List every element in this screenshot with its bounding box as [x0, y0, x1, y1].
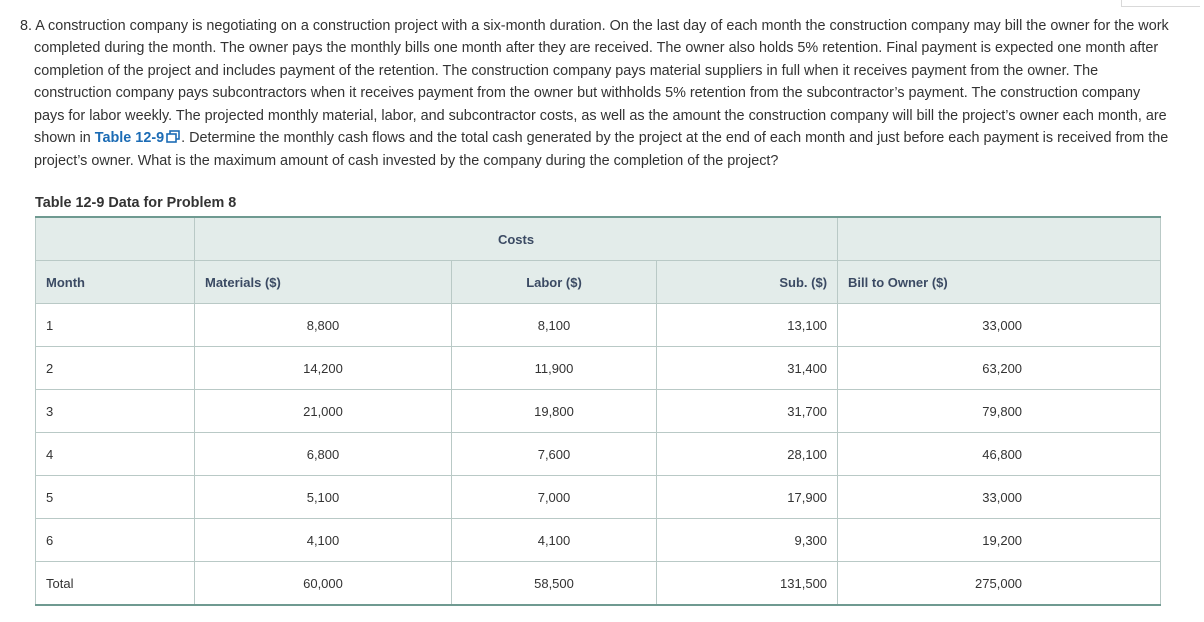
header-sub: Sub. ($) — [657, 261, 838, 304]
cell-sub: 28,100 — [657, 433, 838, 476]
cell-month-total: Total — [36, 562, 195, 606]
cell-materials: 6,800 — [195, 433, 452, 476]
cell-materials: 5,100 — [195, 476, 452, 519]
cell-bill: 79,800 — [838, 390, 1161, 433]
cell-bill: 33,000 — [838, 304, 1161, 347]
table-row — [36, 390, 1161, 433]
cell-materials: 21,000 — [195, 390, 452, 433]
header-month: Month — [36, 261, 195, 304]
header-materials: Materials ($) — [195, 261, 452, 304]
table-link-label: Table 12-9 — [94, 130, 165, 147]
cell-materials: 8,800 — [195, 304, 452, 347]
problem-text-after: . Determine the monthly cash flows and the total cash generated by the project at the end of each month and just before each payment is received from the project’s owner. What is the maximum amount of cash invested by the company during the completion of the project? — [34, 130, 1169, 170]
cell-labor: 11,900 — [452, 347, 657, 390]
cell-sub: 17,900 — [657, 476, 838, 519]
cell-sub-total: 131,500 — [657, 562, 838, 606]
cell-month: 5 — [36, 476, 195, 519]
cell-sub: 9,300 — [657, 519, 838, 562]
header-labor: Labor ($) — [452, 261, 657, 304]
corner-divider — [1121, 0, 1200, 7]
external-window-icon — [166, 128, 180, 150]
cell-materials-total: 60,000 — [195, 562, 452, 606]
empty-header-cell — [36, 217, 195, 261]
cell-labor-total: 58,500 — [452, 562, 657, 606]
cell-month: 2 — [36, 347, 195, 390]
cell-month: 1 — [36, 304, 195, 347]
cell-sub: 31,400 — [657, 347, 838, 390]
problem-text-before: A construction company is negotiating on a construction project with a six-month duration. On the last day of each month the construction company may bill the owner for the work completed during the month. The owner pays the monthly bills one month after they are received. The owner also holds 5% retention. Final payment is expected one month after completion of the project and includes payment of the retention. The construction company pays material suppliers in full when it receives payment from the owner. The construction company pays subcontractors when it receives payment from the owner but withholds 5% retention from the subcontractor’s payment. The construction company pays for labor weekly. The projected monthly material, labor, and subcontractor costs, as well as the amount the construction company will bill the project’s owner each month, are shown in — [34, 18, 1169, 147]
problem-statement — [20, 15, 1170, 173]
cell-month: 3 — [36, 390, 195, 433]
cell-bill: 63,200 — [838, 347, 1161, 390]
cell-labor: 7,600 — [452, 433, 657, 476]
table-row — [36, 519, 1161, 562]
cell-bill: 33,000 — [838, 476, 1161, 519]
table-row — [36, 476, 1161, 519]
table-row — [36, 347, 1161, 390]
data-table — [35, 216, 1161, 606]
cell-sub: 31,700 — [657, 390, 838, 433]
table-row — [36, 433, 1161, 476]
table-12-9-link[interactable] — [95, 130, 181, 146]
table-total-row — [36, 562, 1161, 606]
cell-month: 4 — [36, 433, 195, 476]
cell-labor: 4,100 — [452, 519, 657, 562]
cell-labor: 19,800 — [452, 390, 657, 433]
cell-labor: 7,000 — [452, 476, 657, 519]
header-bill: Bill to Owner ($) — [838, 261, 1161, 304]
cell-bill-total: 275,000 — [838, 562, 1161, 606]
cell-sub: 13,100 — [657, 304, 838, 347]
cell-labor: 8,100 — [452, 304, 657, 347]
costs-group-header: Costs — [195, 217, 838, 261]
table-row — [36, 304, 1161, 347]
problem-number: 8. — [20, 18, 33, 34]
cell-materials: 4,100 — [195, 519, 452, 562]
cell-materials: 14,200 — [195, 347, 452, 390]
table-group-header-row — [36, 217, 1161, 261]
empty-header-cell — [838, 217, 1161, 261]
table-header-row — [36, 261, 1161, 304]
cell-bill: 46,800 — [838, 433, 1161, 476]
cell-month: 6 — [36, 519, 195, 562]
table-caption: Table 12-9 Data for Problem 8 — [35, 195, 237, 211]
cell-bill: 19,200 — [838, 519, 1161, 562]
